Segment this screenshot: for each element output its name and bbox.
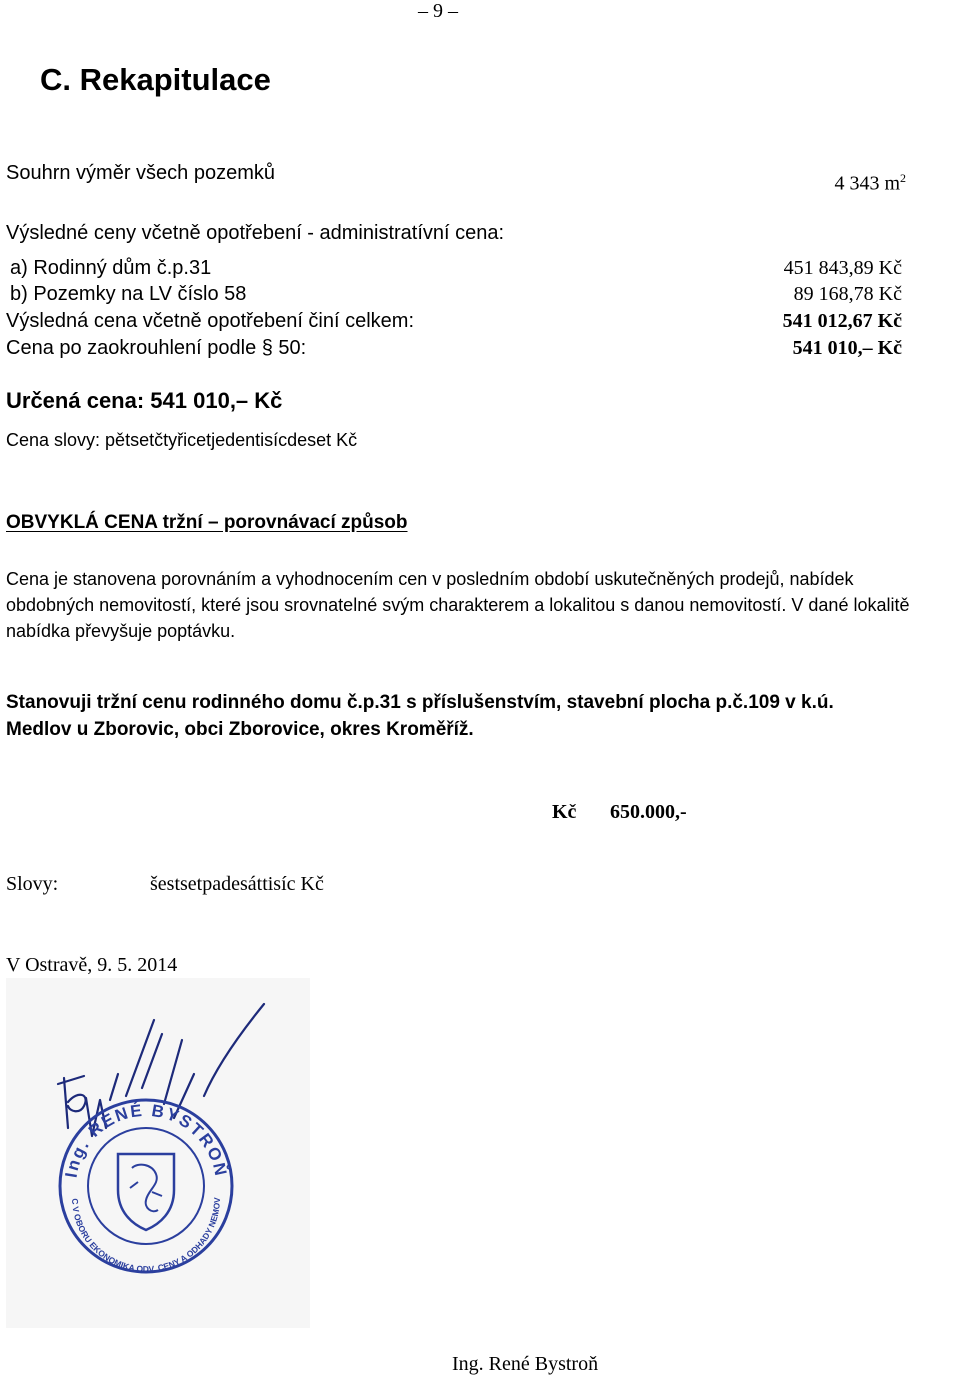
- words-label: Slovy:: [6, 873, 59, 895]
- price-row-label-land: b) Pozemky na LV číslo 58: [10, 283, 247, 305]
- price-row-label-total: Výsledná cena včetně opotřebení činí celkem:: [6, 310, 415, 332]
- statement-line-1: Stanovuji tržní cenu rodinného domu č.p.31 s příslušenstvím, stavební plocha p.č.109 v k.ú.: [6, 692, 834, 713]
- price-row-value-land: 89 168,78 Kč: [793, 283, 902, 305]
- signer-name: Ing. René Bystroň: [452, 1353, 599, 1375]
- market-price-heading: OBVYKLÁ CENA tržní – porovnávací způsob: [6, 512, 408, 533]
- summary-value: [834, 171, 906, 196]
- price-row-value-house: 451 843,89 Kč: [783, 257, 902, 279]
- summary-unit-exponent: 2: [900, 171, 906, 185]
- price-in-words: Cena slovy: pětsetčtyřicetjedentisícdeset Kč: [6, 430, 358, 450]
- stamp-image: [6, 978, 310, 1328]
- svg-text:ZNALEC V OBORU EKONOMIKA ODV.: C V OBORU EKONOMIKA ODV. CENY A ODHADY NEMOV: [69, 1197, 223, 1275]
- price-row-label-rounded: Cena po zaokrouhlení podle § 50:: [6, 337, 307, 359]
- statement-line-2: Medlov u Zborovic, obci Zborovice, okres Kroměříž.: [6, 719, 474, 740]
- section-title: C. Rekapitulace: [40, 62, 271, 97]
- words-value: šestsetpadesáttisíc Kč: [150, 873, 324, 895]
- price-row-value-rounded: 541 010,– Kč: [792, 337, 902, 359]
- summary-area: 4 343 m: [834, 172, 900, 195]
- svg-text:Ing. RENÉ BYSTROŇ: Ing. RENÉ BYSTROŇ: [61, 1100, 231, 1180]
- determined-price: Určená cena: 541 010,– Kč: [6, 388, 283, 413]
- price-row-label-house: a) Rodinný dům č.p.31: [10, 257, 212, 279]
- signature-and-stamp: [6, 978, 310, 1328]
- final-currency: Kč: [552, 801, 577, 823]
- market-price-paragraph: Cena je stanovena porovnáním a vyhodnocením cen v posledním období uskutečněných prodejů, nabídek obdobných nemovitostí, které jsou srovnatelné svým charakterem a lokalitou s danou nemovitostí. V dané lokalitě nabídka převyšuje poptávku.: [6, 569, 910, 641]
- final-amount: 650.000,-: [610, 801, 687, 823]
- summary-label: Souhrn výměr všech pozemků: [6, 162, 276, 184]
- prices-heading: Výsledné ceny včetně opotřebení - administratívní cena:: [6, 222, 505, 244]
- price-row-value-total: 541 012,67 Kč: [782, 310, 902, 332]
- page-number: – 9 –: [418, 0, 458, 22]
- place-and-date: V Ostravě, 9. 5. 2014: [6, 954, 178, 976]
